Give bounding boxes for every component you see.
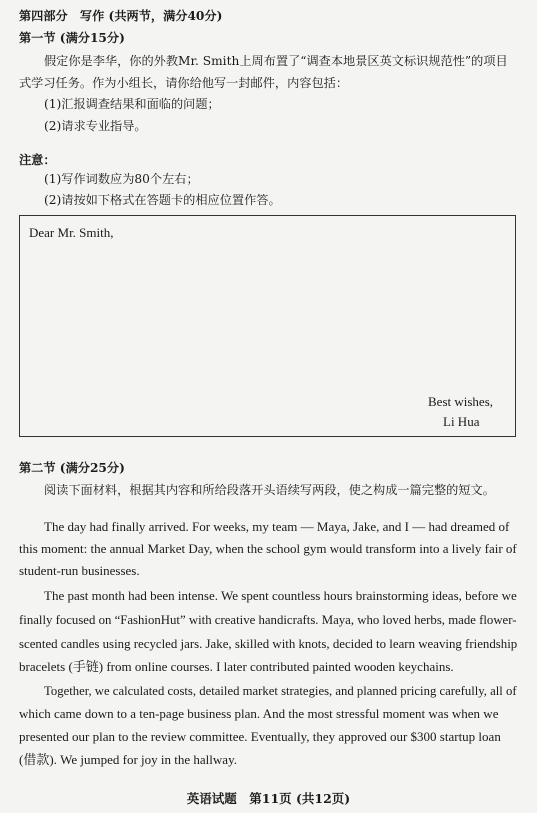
passage-line: Together, we calculated costs, detailed market strategies, and planned pricing carefully, all of	[44, 683, 517, 698]
section-header: 第四部分 写作 (共两节，满分40分)	[19, 9, 223, 23]
passage-line: scented candles using recycled jars. Jake, skilled with knots, decided to learn weaving friendship	[19, 636, 518, 651]
note-2: (2)请按如下格式在答题卡的相应位置作答。	[44, 193, 281, 207]
letter-closing: Best wishes,	[428, 394, 493, 409]
letter-answer-box	[19, 215, 516, 437]
passage-line: which came down to a ten-page business plan. And the most stressful moment was when we	[19, 706, 499, 721]
notes-title: 注意：	[19, 153, 56, 167]
passage-line: this moment: the annual Market Day, when the school gym would transform into a lively fair of	[19, 541, 517, 556]
passage-line: bracelets (手链) from online courses. I later contributed painted wooden keychains.	[19, 659, 454, 674]
passage-line: The day had finally arrived. For weeks, my team — Maya, Jake, and I — had dreamed of	[44, 519, 510, 534]
letter-signature: Li Hua	[443, 414, 480, 429]
passage-line: The past month had been intense. We spent countless hours brainstorming ideas, before we	[44, 588, 517, 603]
passage-line: finally focused on “FashionHut” with creative handicrafts. Maya, who loved herbs, made flower-	[19, 612, 517, 627]
note-1: (1)写作词数应为80个左右；	[44, 172, 199, 186]
passage-line: presented our plan to the review committee. Eventually, they approved our $300 startup loan	[19, 729, 501, 744]
passage-line: student-run businesses.	[19, 563, 140, 578]
part1-title: 第一节 (满分15分)	[19, 31, 125, 45]
content-point-1: (1)汇报调查结果和面临的问题；	[44, 97, 220, 111]
part2-instruction: 阅读下面材料，根据其内容和所给段落开头语续写两段，使之构成一篇完整的短文。	[44, 483, 495, 497]
part2-title: 第二节 (满分25分)	[19, 461, 125, 475]
passage-line: (借款). We jumped for joy in the hallway.	[19, 752, 237, 767]
content-point-2: (2)请求专业指导。	[44, 119, 147, 133]
prompt-line-2: 式学习任务。作为小组长，请你给他写一封邮件，内容包括：	[19, 76, 349, 90]
letter-greeting: Dear Mr. Smith,	[29, 225, 114, 240]
prompt-line-1: 假定你是李华，你的外教Mr. Smith上周布置了“调查本地景区英文标识规范性”的项目	[44, 54, 508, 68]
page-footer: 英语试题 第11页 (共12页)	[186, 791, 351, 806]
